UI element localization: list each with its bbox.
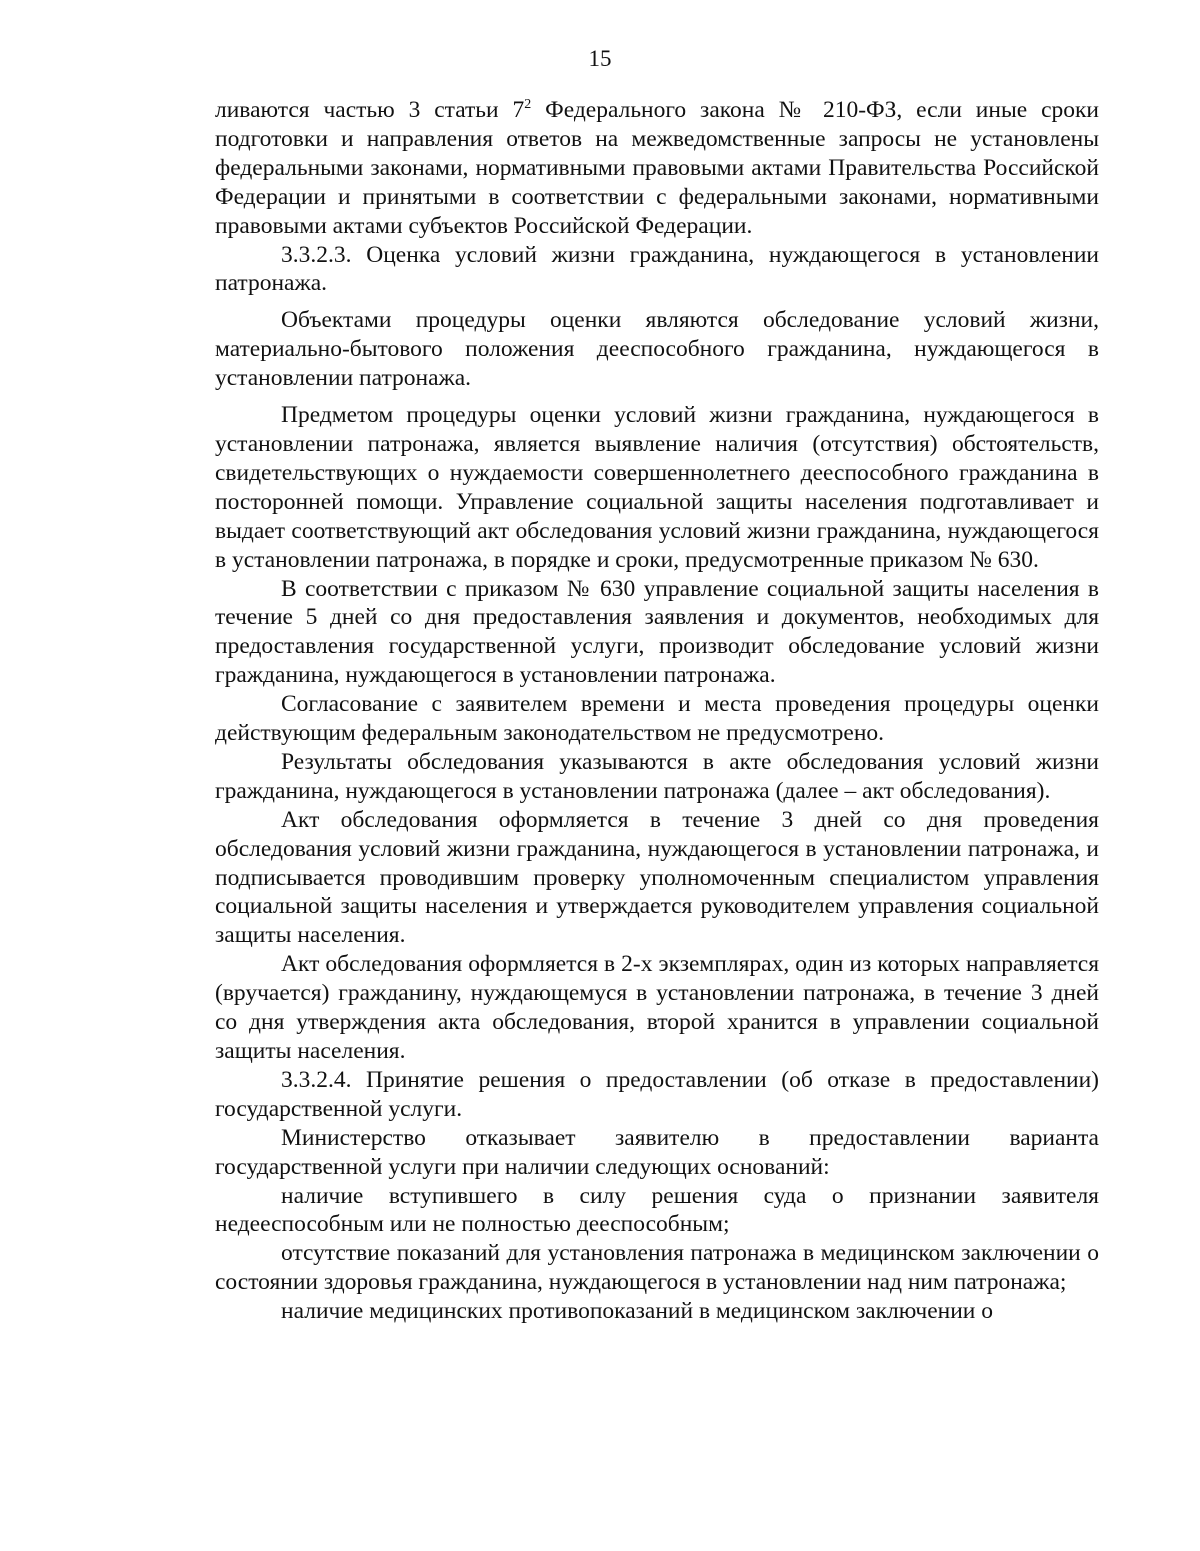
- section-heading-3-3-2-3: 3.3.2.3. Оценка условий жизни гражданина, нуждающегося в установлении патронажа.: [215, 241, 1099, 297]
- paragraph: Согласование с заявителем времени и места проведения процедуры оценки действующим федеральным законодательством не предусмотрено.: [215, 691, 1099, 747]
- page-number: 15: [588, 46, 612, 71]
- document-body: [215, 96, 1099, 1326]
- paragraph: Объектами процедуры оценки являются обследование условий жизни, материально-бытового положения дееспособного гражданина, нуждающегося в установлении патронажа.: [215, 307, 1099, 392]
- paragraph: Результаты обследования указываются в акте обследования условий жизни гражданина, нуждающегося в установлении патронажа (далее – акт обследования).: [215, 748, 1099, 804]
- paragraph: В соответствии с приказом № 630 управление социальной защиты населения в течение 5 дней со дня предоставления заявления и документов, необходимых для предоставления государственной услуги, производит обследование условий жизни гражданина, нуждающегося в установлении патронажа.: [215, 575, 1099, 689]
- paragraph: Предметом процедуры оценки условий жизни гражданина, нуждающегося в установлении патронажа, является выявление наличия (отсутствия) обстоятельств, свидетельствующих о нуждаемости совершеннолетнего дееспособного гражданина в посторонней помощи. Управление социальной защиты населения подготавливает и выдает соответствующий акт обследования условий жизни гражданина, нуждающегося в установлении патронажа, в порядке и сроки, предусмотренные приказом № 630.: [215, 402, 1099, 573]
- paragraph-text: Федерального закона № 210-ФЗ, если иные сроки подготовки и направления ответов на межведомственные запросы не установлены федеральными законами, нормативными правовыми актами Правительства Российской Федерации и принятыми в соответствии с федеральными законами, нормативными правовыми актами субъектов Российской Федерации.: [215, 97, 1099, 239]
- section-heading-3-3-2-4: 3.3.2.4. Принятие решения о предоставлении (об отказе в предоставлении) государственной услуги.: [215, 1066, 1099, 1122]
- paragraph-text: ливаются частью 3 статьи 7: [215, 97, 525, 123]
- list-item: отсутствие показаний для установления патронажа в медицинском заключении о состоянии здоровья гражданина, нуждающегося в установлении над ним патронажа;: [215, 1240, 1099, 1296]
- paragraph-continuation: [215, 96, 1099, 241]
- superscript: 2: [524, 97, 532, 113]
- list-item: наличие вступившего в силу решения суда о признании заявителя недееспособным или не полностью дееспособным;: [215, 1182, 1099, 1238]
- paragraph: Акт обследования оформляется в течение 3 дней со дня проведения обследования условий жизни гражданина, нуждающегося в установлении патронажа, и подписывается проводившим проверку уполномоченным специалистом управления социальной защиты населения и утверждается руководителем управления социальной защиты населения.: [215, 806, 1099, 949]
- list-item: наличие медицинских противопоказаний в медицинском заключении о: [281, 1298, 993, 1325]
- paragraph: Министерство отказывает заявителю в предоставлении варианта государственной услуги при наличии следующих оснований:: [215, 1124, 1099, 1180]
- paragraph: Акт обследования оформляется в 2-х экземплярах, один из которых направляется (вручается) гражданину, нуждающемуся в установлении патронажа, в течение 3 дней со дня утверждения акта обследования, второй хранится в управлении социальной защиты населения.: [215, 951, 1099, 1064]
